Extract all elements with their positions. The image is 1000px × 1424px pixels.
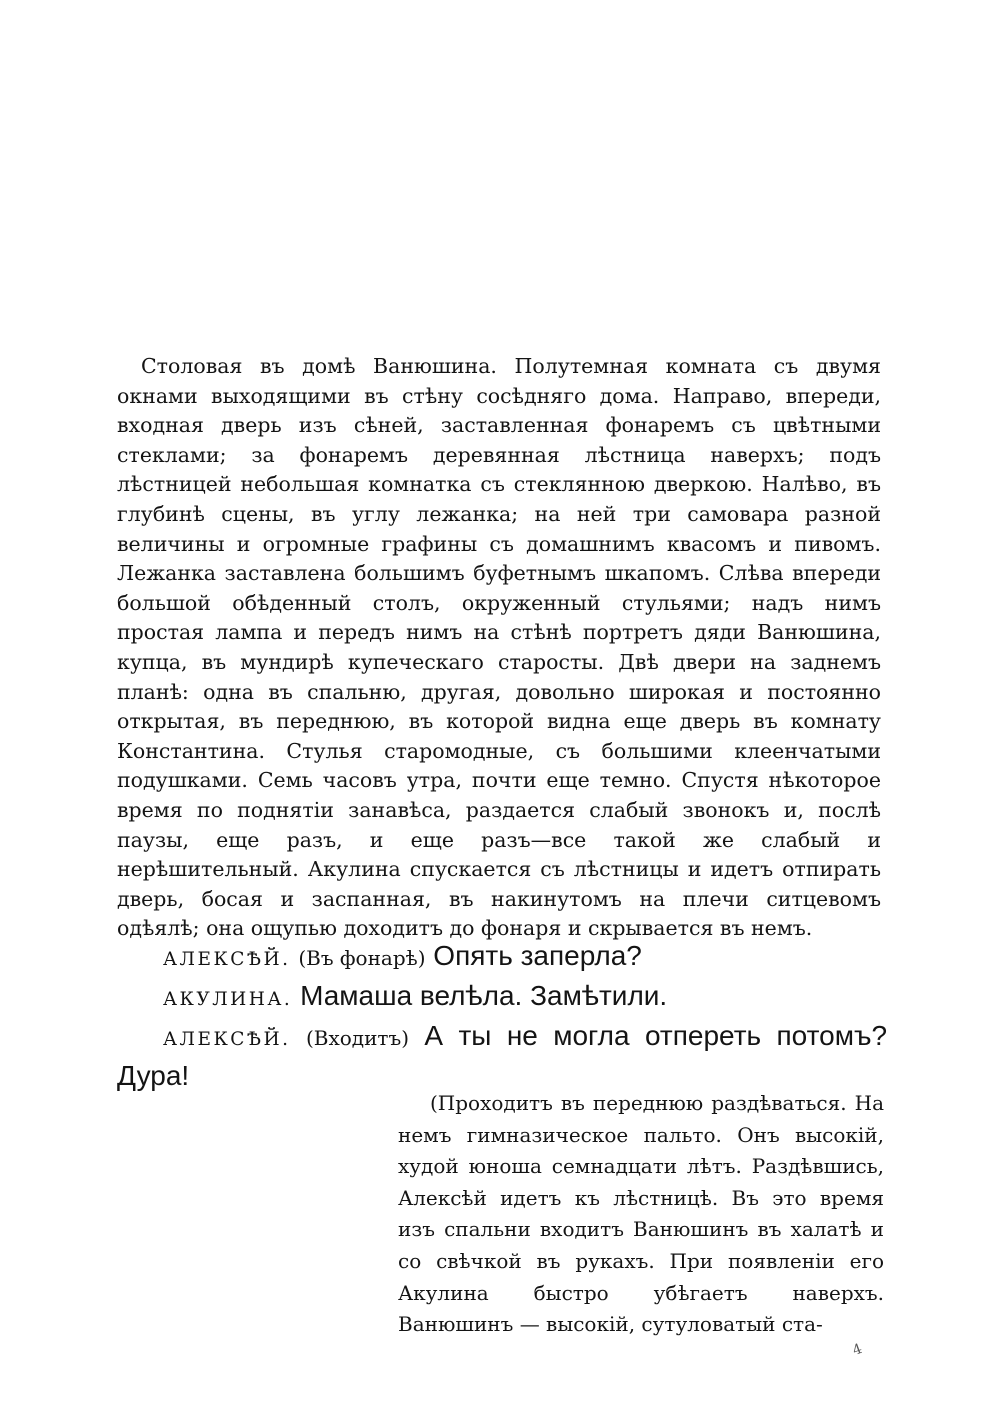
dialogue-block bbox=[117, 938, 887, 1094]
page-mark: 4 bbox=[850, 1340, 865, 1360]
stage-remark: (Въ фонарѣ) bbox=[298, 946, 426, 970]
dialogue-line bbox=[117, 978, 887, 1018]
stage-remark: (Входитъ) bbox=[305, 1026, 409, 1050]
stage-direction-paragraph: Столовая въ домѣ Ванюшина. Полутемная комната съ двумя окнами выходящими въ стѣну сосѣдняго дома. Направо, впереди, входная дверь изъ сѣней, заставленная фонаремъ съ цвѣтными стеклами; за фонаремъ деревянная лѣстница наверхъ; подъ лѣстницей небольшая комнатка съ стеклянною дверкою. Налѣво, въ глубинѣ сцены, въ углу лежанка; на ней три самовара разной величины и огромные графины съ домашнимъ квасомъ и пивомъ. Лежанка заставлена большимъ буфетнымъ шкапомъ. Слѣва впереди большой обѣденный столъ, окруженный стульями; надъ нимъ простая лампа и передъ нимъ на стѣнѣ портретъ дяди Ванюшина, купца, въ мундирѣ купеческаго старосты. Двѣ двери на заднемъ планѣ: одна въ спальню, другая, довольно широкая и постоянно открытая, въ переднюю, въ которой видна еще дверь въ комнату Константина. Стулья старомодные, съ большими клеенчатыми подушками. Семь часовъ утра, почти еще темно. Спустя нѣкоторое время по поднятіи занавѣса, раздается слабый звонокъ и, послѣ паузы, еще разъ, и еще разъ—все такой же слабый и нерѣшительный. Акулина спускается съ лѣстницы и идетъ отпирать дверь, босая и заспанная, въ накинутомъ на плечи ситцевомъ одѣялѣ; она ощупью доходитъ до фонаря и скрывается въ немъ. bbox=[117, 354, 881, 941]
utterance: Мамаша велѣла. Замѣтили. bbox=[300, 980, 668, 1011]
utterance: А ты не могла отпереть потомъ? Дура! bbox=[117, 1020, 888, 1091]
speaker-name: АЛЕКСѢЙ. bbox=[163, 949, 291, 970]
dialogue-line bbox=[117, 938, 887, 978]
speaker-name: АЛЕКСѢЙ. bbox=[163, 1029, 291, 1050]
side-stage-remark: (Проходитъ въ переднюю раздѣваться. На немъ гимназическое пальто. Онъ высокій, худой юноша семнадцати лѣтъ. Раздѣвшись, Алексѣй идетъ къ лѣстницѣ. Въ это время изъ спальни входитъ Ванюшинъ въ халатѣ и со свѣчкой въ рукахъ. При появленіи его Акулина быстро убѣгаетъ наверхъ. Ванюшинъ — высокій, сутуловатый ста- bbox=[398, 1091, 884, 1337]
speaker-name: АКУЛИНА. bbox=[163, 989, 293, 1010]
dialogue-line bbox=[117, 1018, 887, 1094]
utterance: Опять заперла? bbox=[433, 940, 642, 971]
